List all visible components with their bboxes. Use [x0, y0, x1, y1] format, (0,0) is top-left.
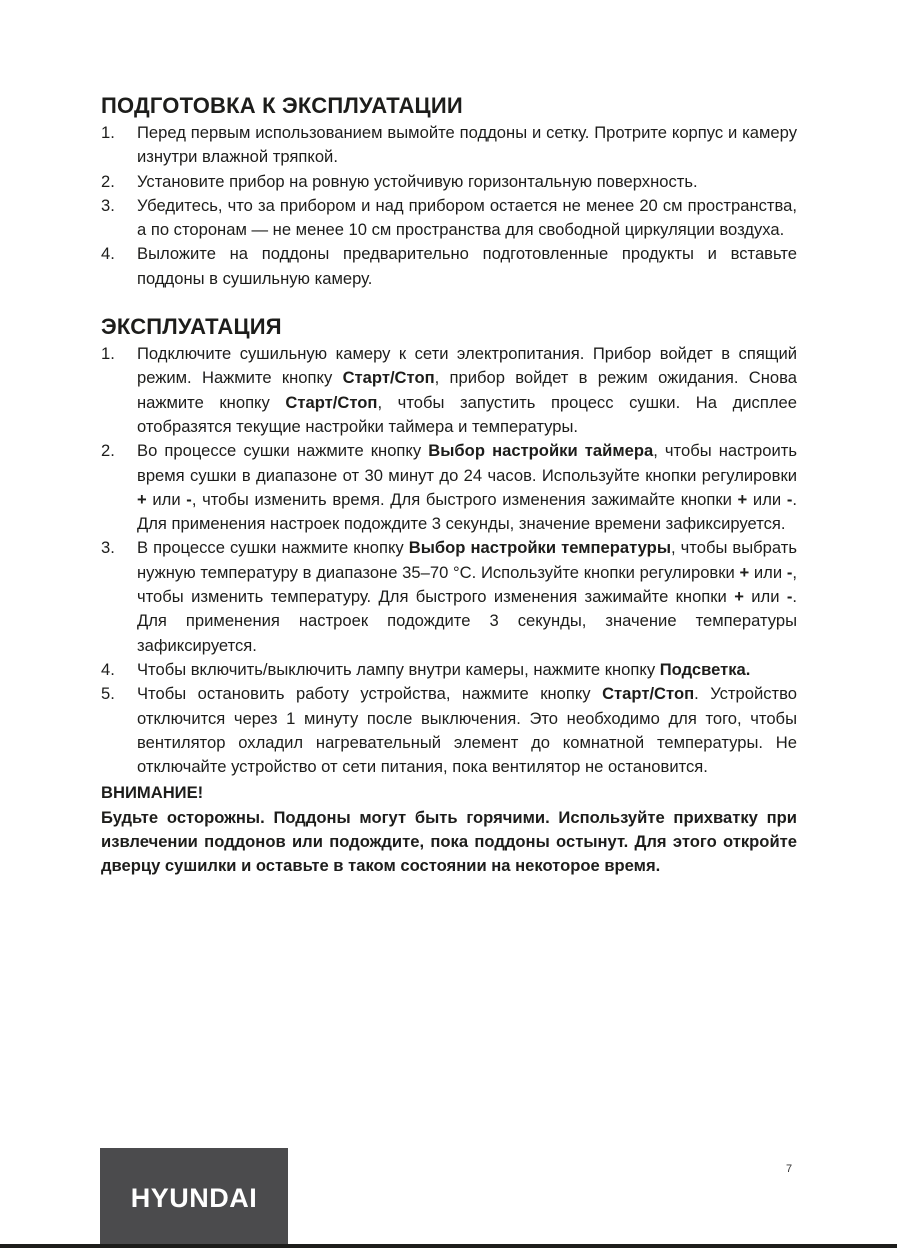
list-item-number: 3. [101, 195, 115, 215]
list-item-number: 3. [101, 538, 115, 558]
button-name-emphasis: + [739, 562, 750, 582]
text-run: . Для применения настроек подождите 3 секунды, значение температуры зафиксируется. [137, 587, 797, 655]
list-item [101, 170, 797, 194]
list-item-text [137, 538, 797, 654]
text-run: Чтобы включить/выключить лампу внутри камеры, нажмите кнопку [137, 659, 660, 679]
list-item [101, 536, 797, 657]
page-number: 7 [786, 1163, 793, 1175]
brand-logo-text: HYUNDAI [130, 1182, 258, 1213]
button-name-emphasis: - [186, 489, 192, 509]
list-item-number: 4. [101, 659, 115, 679]
list-item-text [137, 344, 797, 436]
text-run: или [146, 489, 187, 509]
page-content [101, 92, 797, 879]
text-run: . Для применения настроек подождите 3 секунды, значение времени зафиксируется. [137, 489, 797, 534]
button-name-emphasis: - [786, 587, 793, 607]
list-item-text: Убедитесь, что за прибором и над прибором остается не менее 20 см пространства, а по сторонам — не менее 10 см пространства для свободной циркуляции воздуха. [137, 195, 797, 240]
operation-list [101, 342, 797, 779]
text-run: , чтобы выбрать нужную температуру в диапазоне 35–70 °С. Используйте кнопки регулировки [137, 538, 798, 582]
list-item [101, 121, 797, 170]
preparation-list [101, 121, 797, 291]
text-run: В процессе сушки нажмите кнопку [137, 538, 409, 558]
list-item [101, 242, 797, 291]
section-title-operation: ЭКСПЛУАТАЦИЯ [101, 314, 282, 340]
bottom-rule [0, 1244, 897, 1248]
list-item-number: 1. [101, 123, 115, 142]
list-item-text [137, 441, 797, 533]
list-item-number: 2. [101, 441, 115, 461]
button-name-emphasis: + [737, 489, 748, 509]
button-name-emphasis: Выбор настройки таймера [428, 441, 654, 461]
list-item-number: 4. [101, 244, 115, 264]
text-run: , чтобы настроить время сушки в диапазоне от 30 минут до 24 часов. Используйте кнопки регулировки [137, 441, 797, 485]
text-run: . Устройство отключится через 1 минуту после выключения. Это необходимо для того, чтобы вентилятор охладил нагревательный элемент до комнатной температуры. Не отключайте устройство от сети питания, пока вентилятор не остановится. [137, 684, 798, 777]
list-item [101, 658, 797, 682]
list-item [101, 682, 797, 779]
button-name-emphasis: + [734, 587, 744, 607]
button-name-emphasis: Старт/Стоп [285, 392, 378, 412]
button-name-emphasis: Старт/Стоп [342, 368, 435, 388]
button-name-emphasis: Подсветка. [659, 659, 751, 679]
list-item-number: 2. [101, 171, 115, 191]
text-run: , прибор войдет в режим ожидания. Снова нажмите кнопку [137, 368, 797, 412]
list-item [101, 194, 797, 243]
text-run: или [749, 562, 787, 582]
list-item-number: 5. [101, 684, 115, 704]
section-title-preparation: ПОДГОТОВКА К ЭКСПЛУАТАЦИИ [101, 93, 463, 118]
button-name-emphasis: + [137, 489, 147, 509]
warning-text: Будьте осторожны. Поддоны могут быть горячими. Используйте прихватку при извлечении поддонов или подождите, пока поддоны остынут. Для этого откройте дверцу сушилки и оставьте в таком состоянии на некоторое время. [101, 807, 797, 876]
button-name-emphasis: - [786, 489, 793, 509]
text-run: или [747, 489, 787, 509]
button-name-emphasis: Выбор настройки температуры [408, 538, 671, 558]
list-item-number: 1. [101, 344, 115, 364]
list-item [101, 439, 797, 536]
brand-logo [100, 1148, 288, 1248]
text-run: , чтобы запустить процесс сушки. На дисплее отобразятся текущие настройки таймера и температуры. [137, 392, 797, 436]
text-run: Чтобы остановить работу устройства, нажмите кнопку [137, 684, 603, 704]
button-name-emphasis: Старт/Стоп [602, 684, 695, 704]
text-run: , чтобы изменить температуру. Для быстрого изменения зажимайте кнопки [137, 562, 797, 607]
list-item-text [137, 660, 750, 679]
text-run: , чтобы изменить время. Для быстрого изменения зажимайте кнопки [191, 489, 738, 509]
list-item-text: Перед первым использованием вымойте поддоны и сетку. Протрите корпус и камеру изнутри влажной тряпкой. [137, 123, 797, 167]
list-item [101, 342, 797, 439]
text-run: или [743, 587, 787, 607]
list-item-text: Выложите на поддоны предварительно подготовленные продукты и вставьте поддоны в сушильную камеру. [137, 244, 797, 288]
text-run: Подключите сушильную камеру к сети электропитания. Прибор войдет в спящий режим. Нажмите кнопку [137, 344, 797, 388]
list-item-text: Установите прибор на ровную устойчивую горизонтальную поверхность. [137, 171, 698, 191]
list-item-text [137, 684, 797, 776]
text-run: Во процессе сушки нажмите кнопку [137, 441, 429, 461]
button-name-emphasis: - [786, 562, 793, 582]
warning-title: ВНИМАНИЕ! [101, 783, 204, 803]
